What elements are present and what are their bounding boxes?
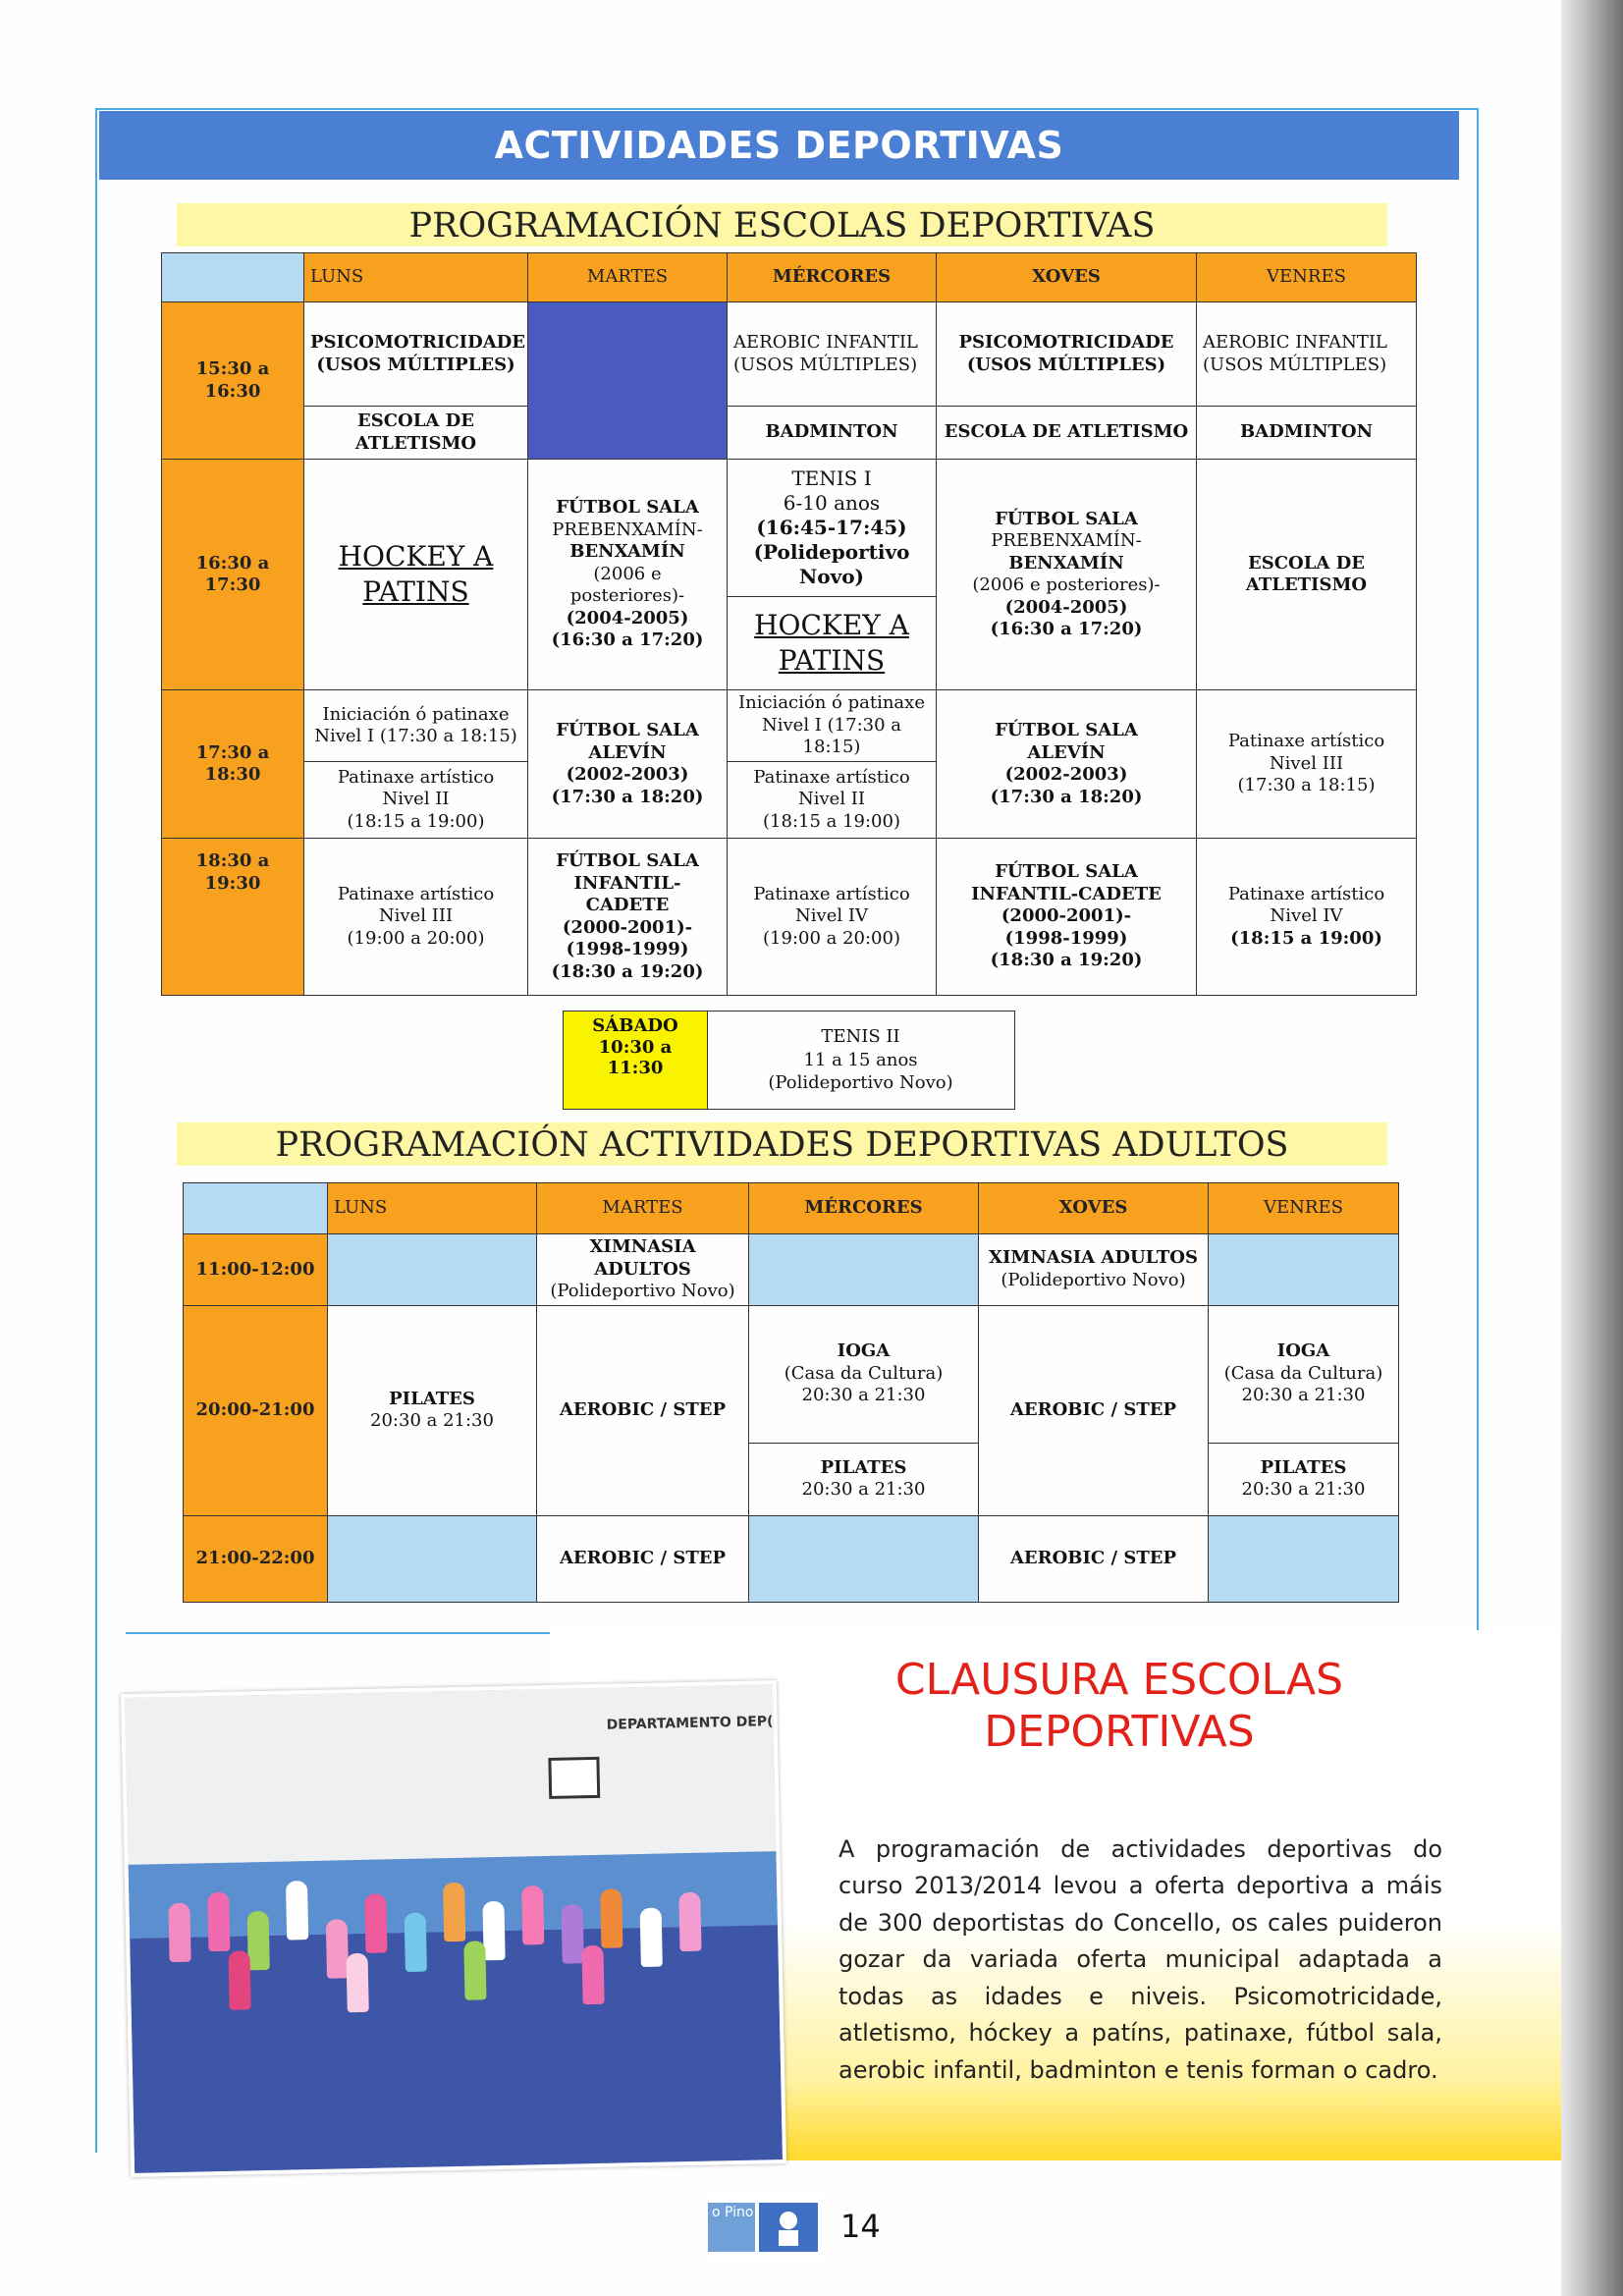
time-cell: 17:30 a 18:30 [162,690,304,839]
child-figure [405,1913,427,1972]
activity-text: PREBENXAMÍN- [552,519,703,540]
activity-cell [528,460,728,690]
activity-cell: FÚTBOL SALA ALEVÍN (2002-2003) (17:30 a 18:20) [937,690,1197,839]
activity-text: PILATES [389,1388,475,1409]
child-figure [326,1919,349,1978]
empty-slot-cell [1209,1515,1399,1602]
activity-text: (18:15 a 19:00) [1230,927,1382,949]
activity-cell [304,460,528,690]
activity-cell: BADMINTON [1197,407,1417,460]
logo-text: o Pino [712,2205,754,2220]
activity-cell [749,1305,979,1443]
activity-text: (Polideportivo Novo) [550,1281,735,1301]
activity-cell [728,597,937,690]
empty-slot-cell [328,1234,537,1306]
child-figure [207,1892,230,1951]
child-figure [286,1881,308,1940]
empty-slot-cell [528,302,728,460]
adults-header-row [184,1183,1399,1234]
child-figure [247,1911,270,1970]
empty-slot-cell [749,1515,979,1602]
activity-cell [1209,1443,1399,1515]
adults-row-2a [184,1305,1399,1443]
activity-text: (2006 e posteriores)- [972,574,1161,595]
activity-cell: FÚTBOL SALA INFANTIL-CADETE (2000-2001)- (1998-1999) (18:30 a 19:20) [937,839,1197,996]
saturday-activity: TENIS II 11 a 15 anos (Polideportivo Novo) [707,1011,1015,1110]
schools-subtitle: PROGRAMACIÓN ESCOLAS DEPORTIVAS [177,203,1387,246]
schools-schedule-table [161,252,1417,996]
child-figure [678,1892,701,1951]
activity-text: PREBENXAMÍN- [991,530,1142,551]
page-number: 14 [840,2208,881,2245]
empty-slot-cell [1209,1234,1399,1306]
adults-subtitle: PROGRAMACIÓN ACTIVIDADES DEPORTIVAS ADULTOS [177,1122,1387,1166]
activity-text: XIMNASIA ADULTOS [989,1247,1198,1269]
day-header-xoves: XOVES [979,1183,1209,1234]
page-edge-shadow [1561,0,1623,2296]
activity-cell [728,460,937,597]
activity-cell: AEROBIC / STEP [537,1515,749,1602]
saturday-label: SÁBADO 10:30 a 11:30 [563,1011,708,1110]
activity-cell: Patinaxe artístico Nivel III (17:30 a 18:15) [1197,690,1417,839]
time-cell: 20:00-21:00 [184,1305,328,1515]
schools-row-2a [162,460,1417,597]
activity-cell: Iniciación ó patinaxe Nivel I (17:30 a 18:15) [728,690,937,762]
header-corner [162,253,304,302]
activity-text: BENXAMÍN [1008,552,1124,574]
activity-cell: Iniciación ó patinaxe Nivel I (17:30 a 18:15) [304,690,528,762]
basketball-hoop-icon [548,1757,600,1799]
activity-cell: PSICOMOTRICIDADE (USOS MÚLTIPLES) [937,302,1197,407]
schools-row-1b [162,407,1417,460]
activity-cell: Patinaxe artístico Nivel III (19:00 a 20:00) [304,839,528,996]
activity-cell: Patinaxe artístico Nivel II (18:15 a 19:00) [728,762,937,839]
header-corner [184,1183,328,1234]
time-cell: 15:30 a 16:30 [162,302,304,460]
day-header-venres: VENRES [1197,253,1417,302]
activity-cell: Patinaxe artístico Nivel II (18:15 a 19:00) [304,762,528,839]
day-header-mercores: MÉRCORES [749,1183,979,1234]
activity-text: IOGA [837,1340,891,1362]
child-figure [228,1950,250,2009]
child-figure [521,1886,544,1944]
schools-row-4 [162,839,1417,996]
activity-text: (2004-2005) (16:30 a 17:20) [990,596,1143,639]
activity-text: (2004-2005) (16:30 a 17:20) [551,607,704,651]
activity-text: XIMNASIA ADULTOS [589,1236,696,1280]
activity-text: (16:45-17:45) (Polideportivo Novo) [753,516,910,588]
time-cell: 21:00-22:00 [184,1515,328,1602]
activity-cell: ESCOLA DE ATLETISMO [304,407,528,460]
child-figure [640,1908,663,1967]
activity-cell: ESCOLA DE ATLETISMO [1197,460,1417,690]
closing-title: CLAUSURA ESCOLAS DEPORTIVAS [894,1655,1344,1757]
activity-cell [937,460,1197,690]
day-header-venres: VENRES [1209,1183,1399,1234]
time-cell: 18:30 a 19:30 [162,839,304,996]
photo-sign: DEPARTAMENTO DEP( [606,1714,774,1733]
activity-text: 20:30 a 21:30 [801,1479,926,1500]
child-figure [562,1904,584,1963]
schools-row-3a [162,690,1417,762]
activity-cell [1197,839,1417,996]
time-cell: 11:00-12:00 [184,1234,328,1306]
child-figure [581,1945,604,2004]
activity-cell [1209,1305,1399,1443]
child-figure [443,1883,465,1941]
activity-text: IOGA [1276,1340,1330,1362]
activity-cell [328,1305,537,1515]
child-figure [463,1941,486,1999]
adults-schedule-table [183,1182,1399,1603]
activity-cell: Patinaxe artístico Nivel IV (19:00 a 20:00) [728,839,937,996]
closing-photo [121,1680,786,2177]
adults-row-3 [184,1515,1399,1602]
activity-cell [537,1234,749,1306]
activity-text: PILATES [1260,1456,1347,1478]
day-header-mercores: MÉRCORES [728,253,937,302]
child-figure [482,1901,505,1960]
child-figure [600,1888,622,1947]
activity-cell: AEROBIC / STEP [979,1305,1209,1515]
activity-cell: AEROBIC INFANTIL (USOS MÚLTIPLES) [1197,302,1417,407]
activity-cell: BADMINTON [728,407,937,460]
activity-cell: AEROBIC / STEP [979,1515,1209,1602]
activity-text: TENIS I 6-10 anos [783,466,881,515]
activity-text: (Casa da Cultura) 20:30 a 21:30 [1223,1362,1383,1406]
empty-slot-cell [328,1515,537,1602]
day-header-luns: LUNS [328,1183,537,1234]
activity-cell: ESCOLA DE ATLETISMO [937,407,1197,460]
activity-cell [979,1234,1209,1306]
activity-text: Patinaxe artístico Nivel IV [1227,883,1385,927]
closing-paragraph: A programación de actividades deportivas do curso 2013/2014 levou a oferta deportiva a máis de 300 deportistas do Concello, os cales puideron gozar da variada oferta municipal adaptada a todas as idades e niveis. Psicomotricidade, atletismo, hóckey a patíns, patinaxe, fútbol sala, aerobic infantil, badminton e tenis forman o cadro. [839,1835,1442,2084]
photo-children-crowd [147,1832,760,2022]
activity-cell: AEROBIC / STEP [537,1305,749,1515]
day-header-xoves: XOVES [937,253,1197,302]
activity-text: 20:30 a 21:30 [370,1410,494,1431]
schools-header-row [162,253,1417,302]
activity-text: 20:30 a 21:30 [1241,1479,1366,1500]
day-header-luns: LUNS [304,253,528,302]
time-cell: 16:30 a 17:30 [162,460,304,690]
section-title: ACTIVIDADES DEPORTIVAS [99,111,1459,180]
child-figure [168,1903,190,1962]
activity-text: PILATES [820,1456,907,1478]
activity-cell: FÚTBOL SALA INFANTIL-CADETE (2000-2001)- (1998-1999) (18:30 a 19:20) [528,839,728,996]
schools-row-1a [162,302,1417,407]
empty-slot-cell [749,1234,979,1306]
activity-cell: AEROBIC INFANTIL (USOS MÚLTIPLES) [728,302,937,407]
activity-text: (Casa da Cultura) 20:30 a 21:30 [784,1362,944,1406]
activity-text: FÚTBOL SALA [556,497,699,519]
activity-cell: PSICOMOTRICIDADE (USOS MÚLTIPLES) [304,302,528,407]
activity-text: HOCKEY A PATINS [754,608,909,677]
child-figure [347,1953,369,2012]
activity-cell: FÚTBOL SALA ALEVÍN (2002-2003) (17:30 a 18:20) [528,690,728,839]
activity-text: HOCKEY A PATINS [338,539,494,608]
activity-text: FÚTBOL SALA [995,508,1138,529]
activity-text: BENXAMÍN [569,541,685,563]
adults-row-1 [184,1234,1399,1306]
activity-text: (Polideportivo Novo) [1001,1269,1186,1290]
child-figure [364,1893,387,1952]
concello-logo-icon [706,2197,824,2258]
activity-cell [749,1443,979,1515]
day-header-martes: MARTES [537,1183,749,1234]
activity-text: (2006 e posteriores)- [569,563,685,607]
day-header-martes: MARTES [528,253,728,302]
